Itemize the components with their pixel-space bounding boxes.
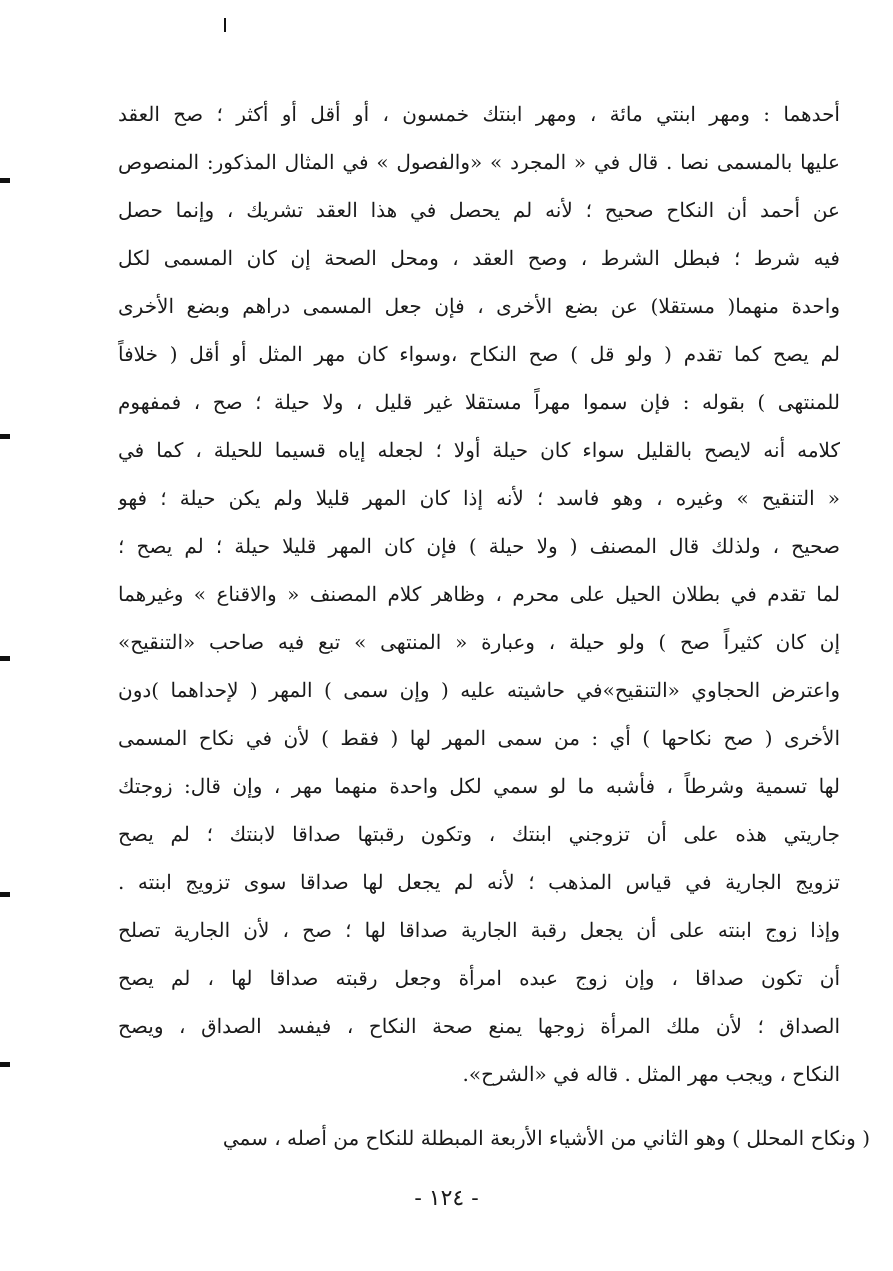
text-line: أحدهما : ومهر ابنتي مائة ، ومهر ابنتك خمسون ، أو أقل أو أكثر ؛ صح العقد bbox=[118, 102, 840, 126]
text-line: لم يصح كما تقدم ( ولو قل ) صح النكاح ،وسواء كان مهر المثل أو أقل ( خلافاً bbox=[118, 342, 840, 366]
text-line: فيه شرط ؛ فبطل الشرط ، وصح العقد ، ومحل الصحة إن كان المسمى لكل bbox=[118, 246, 840, 270]
text-line: وإذا زوج ابنته على أن يجعل رقبة الجارية صداقا لها ؛ صح ، لأن الجارية تصلح bbox=[118, 918, 840, 942]
top-margin-mark bbox=[224, 18, 226, 32]
text-line: لما تقدم في بطلان الحيل على محرم ، وظاهر كلام المصنف « والاقناع » وغيرهما bbox=[118, 582, 840, 606]
text-line: أن تكون صداقا ، وإن زوج عبده امرأة وجعل رقبته صداقا لها ، لم يصح bbox=[118, 966, 840, 990]
left-edge-mark-1 bbox=[0, 178, 10, 183]
text-line: كلامه أنه لايصح بالقليل سواء كان حيلة أولا ؛ لجعله إياه قسيما للحيلة ، كما في bbox=[118, 438, 840, 462]
left-edge-mark-5 bbox=[0, 1062, 10, 1067]
text-line: « التنقيح » وغيره ، وهو فاسد ؛ لأنه إذا كان المهر قليلا ولم يكن حيلة ؛ فهو bbox=[118, 486, 840, 510]
left-edge-mark-2 bbox=[0, 434, 10, 439]
final-paragraph-line: ( ونكاح المحلل ) وهو الثاني من الأشياء الأربعة المبطلة للنكاح من أصله ، سمي bbox=[222, 1126, 870, 1150]
text-line: صحيح ، ولذلك قال المصنف ( ولا حيلة ) فإن كان المهر قليلا حيلة ؛ لم يصح ؛ bbox=[118, 534, 840, 558]
text-line: للمنتهى ) بقوله : فإن سموا مهراً مستقلا غير قليل ، ولا حيلة ؛ صح ، فمفهوم bbox=[118, 390, 840, 414]
text-line: واعترض الحجاوي «التنقيح»في حاشيته عليه ( وإن سمى ) المهر ( لإحداهما )دون bbox=[118, 678, 840, 702]
text-line: إن كان كثيراً صح ) ولو حيلة ، وعبارة « المنتهى » تبع فيه صاحب «التنقيح» bbox=[118, 630, 840, 654]
body-text bbox=[118, 90, 840, 1098]
text-line: عن أحمد أن النكاح صحيح ؛ لأنه لم يحصل في هذا العقد تشريك ، وإنما حصل bbox=[118, 198, 840, 222]
left-edge-mark-4 bbox=[0, 892, 10, 897]
text-line: الصداق ؛ لأن ملك المرأة زوجها يمنع صحة النكاح ، فيفسد الصداق ، ويصح bbox=[118, 1014, 840, 1038]
text-line: واحدة منهما( مستقلا) عن بضع الأخرى ، فإن جعل المسمى دراهم وبضع الأخرى bbox=[118, 294, 840, 318]
page-number: - ١٢٤ - bbox=[414, 1186, 479, 1211]
text-line: لها تسمية وشرطاً ، فأشبه ما لو سمي لكل واحدة منهما مهر ، وإن قال: زوجتك bbox=[118, 774, 840, 798]
text-line: عليها بالمسمى نصا . قال في « المجرد » «والفصول » في المثال المذكور: المنصوص bbox=[118, 150, 840, 174]
left-edge-mark-3 bbox=[0, 656, 10, 661]
text-line: تزويج الجارية في قياس المذهب ؛ لأنه لم يجعل لها صداقا سوى تزويج ابنته . bbox=[118, 870, 840, 894]
text-line: جاريتي هذه على أن تزوجني ابنتك ، وتكون رقبتها صداقا لابنتك ؛ لم يصح bbox=[118, 822, 840, 846]
text-line: النكاح ، ويجب مهر المثل . قاله في «الشرح». bbox=[462, 1062, 840, 1086]
text-line: الأخرى ( صح نكاحها ) أي : من سمى المهر لها ( فقط ) لأن في نكاح المسمى bbox=[118, 726, 840, 750]
